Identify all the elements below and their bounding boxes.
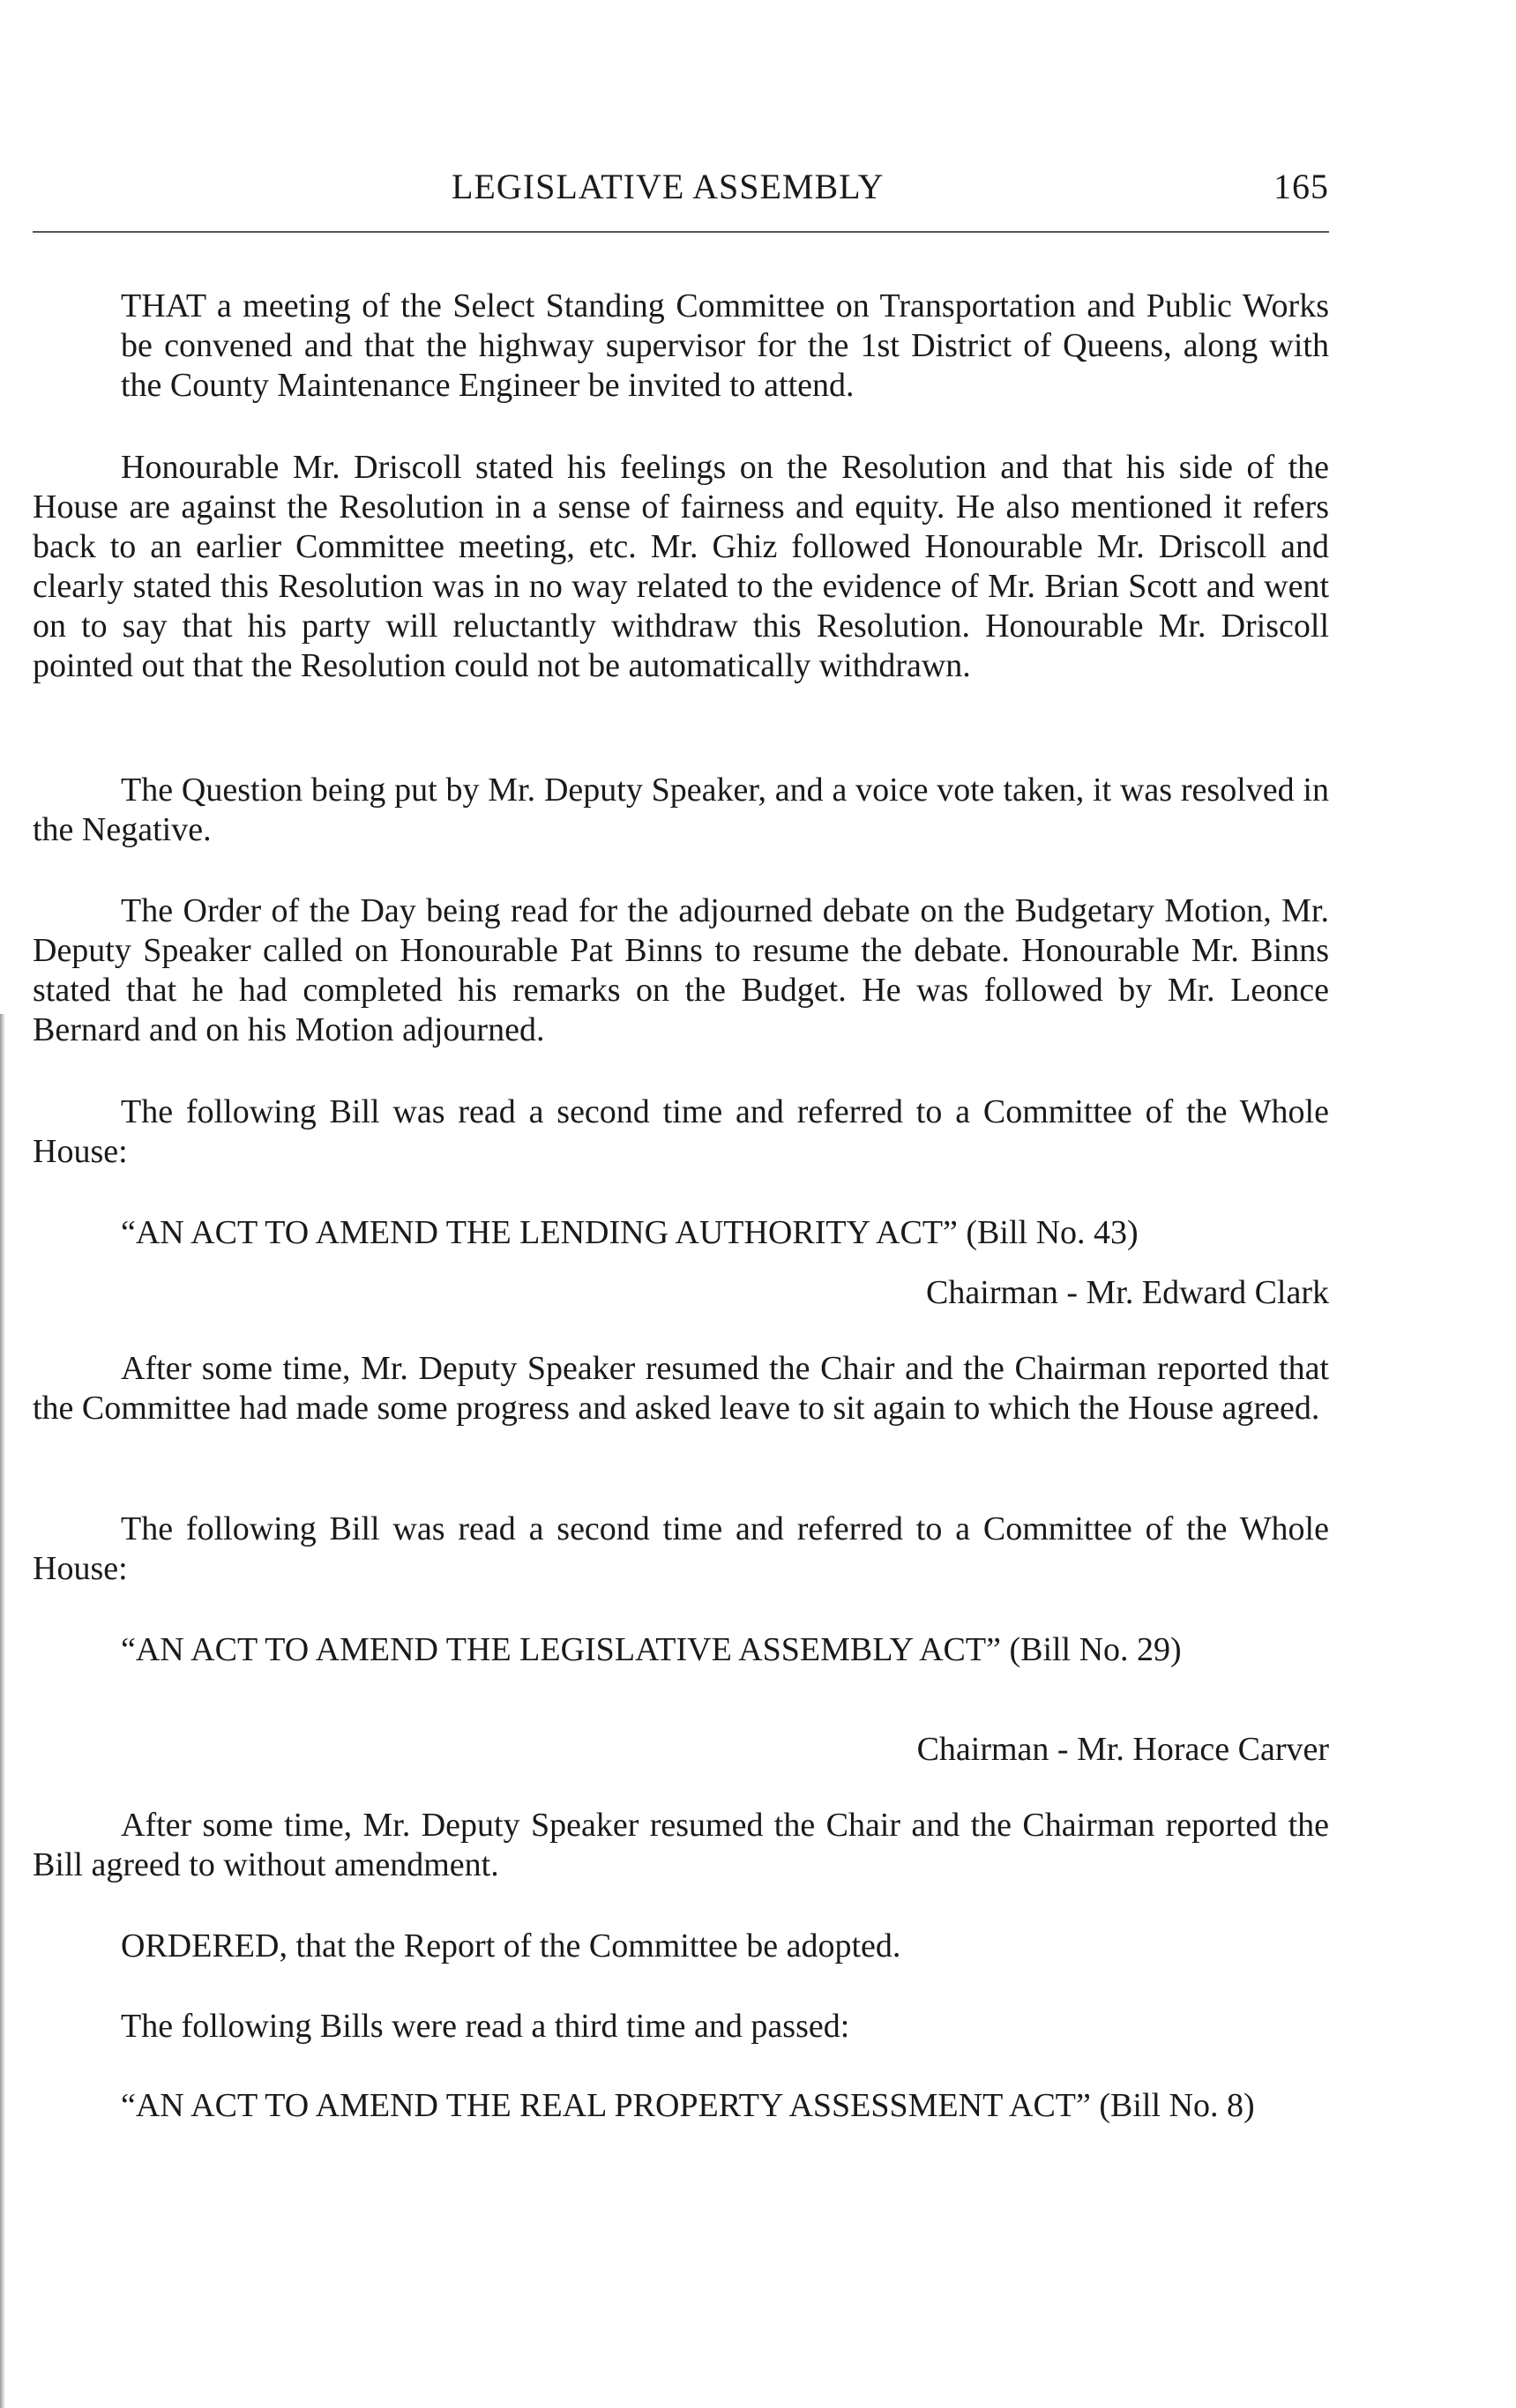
driscoll-paragraph: Honourable Mr. Driscoll stated his feelings on the Resolution and that his side of the House are against the Resolution in a sense of fairness and equity. He also mentioned it refers back to an earlier Committee meeting, etc. Mr. Ghiz followed Honourable Mr. Driscoll and clearly stated this Resolution was in no way related to the evidence of Mr. Brian Scott and went on to say that his party will reluctantly withdraw this Resolution. Honourable Mr. Driscoll pointed out that the Resolution could not be automatically withdrawn.	[33, 449, 1329, 684]
second-reading-block-2	[33, 1510, 1329, 1589]
order-of-day-block	[33, 891, 1329, 1050]
report-agreed-paragraph: After some time, Mr. Deputy Speaker resumed the Chair and the Chairman reported the Bill agreed to without amendment.	[33, 1807, 1329, 1883]
chairman-1: Chairman - Mr. Edward Clark	[926, 1274, 1329, 1311]
report-progress-paragraph: After some time, Mr. Deputy Speaker resumed the Chair and the Chairman reported that the Committee had made some progress and asked leave to sit again to which the House agreed.	[33, 1350, 1329, 1427]
ordered-block	[33, 1927, 1329, 1966]
page-number: 165	[1273, 167, 1329, 206]
header-title: LEGISLATIVE ASSEMBLY	[452, 167, 885, 206]
header-rule	[33, 231, 1329, 233]
bill-43-block	[33, 1213, 1329, 1253]
page-edge-shadow	[0, 1014, 5, 2408]
question-block	[33, 771, 1329, 850]
order-of-day-paragraph: The Order of the Day being read for the adjourned debate on the Budgetary Motion, Mr. Deputy Speaker called on Honourable Pat Binns to resume the debate. Honourable Mr. Binns stated that he had completed his remarks on the Budget. He was followed by Mr. Leonce Bernard and on his Motion adjourned.	[33, 892, 1329, 1048]
bill-29-block	[33, 1630, 1329, 1670]
report-progress-block	[33, 1349, 1329, 1428]
resolution-text-block	[33, 287, 1329, 406]
bill-29-title: “AN ACT TO AMEND THE LEGISLATIVE ASSEMBLY ACT” (Bill No. 29)	[121, 1631, 1182, 1668]
bill-43-title: “AN ACT TO AMEND THE LENDING AUTHORITY ACT” (Bill No. 43)	[121, 1214, 1139, 1251]
third-reading-paragraph: The following Bills were read a third time and passed:	[121, 2008, 850, 2045]
chairman-2-block	[33, 1730, 1329, 1770]
resolution-paragraph: THAT a meeting of the Select Standing Committee on Transportation and Public Works be convened and that the highway supervisor for the 1st District of Queens, along with the County Maintenance Engineer be invited to attend.	[121, 287, 1329, 404]
ordered-paragraph: ORDERED, that the Report of the Committee be adopted.	[121, 1927, 901, 1964]
bill-8-block	[33, 2086, 1329, 2126]
driscoll-block	[33, 448, 1329, 686]
second-reading-paragraph-1: The following Bill was read a second time and referred to a Committee of the Whole House:	[33, 1093, 1329, 1170]
bill-8-title: “AN ACT TO AMEND THE REAL PROPERTY ASSESSMENT ACT” (Bill No. 8)	[121, 2087, 1255, 2124]
second-reading-block-1	[33, 1092, 1329, 1172]
question-paragraph: The Question being put by Mr. Deputy Speaker, and a voice vote taken, it was resolved in the Negative.	[33, 772, 1329, 848]
report-agreed-block	[33, 1806, 1329, 1885]
chairman-2: Chairman - Mr. Horace Carver	[916, 1731, 1329, 1768]
page-header	[33, 159, 1329, 206]
second-reading-paragraph-2: The following Bill was read a second time and referred to a Committee of the Whole House:	[33, 1510, 1329, 1587]
third-reading-block	[33, 2007, 1329, 2046]
chairman-1-block	[33, 1273, 1329, 1313]
